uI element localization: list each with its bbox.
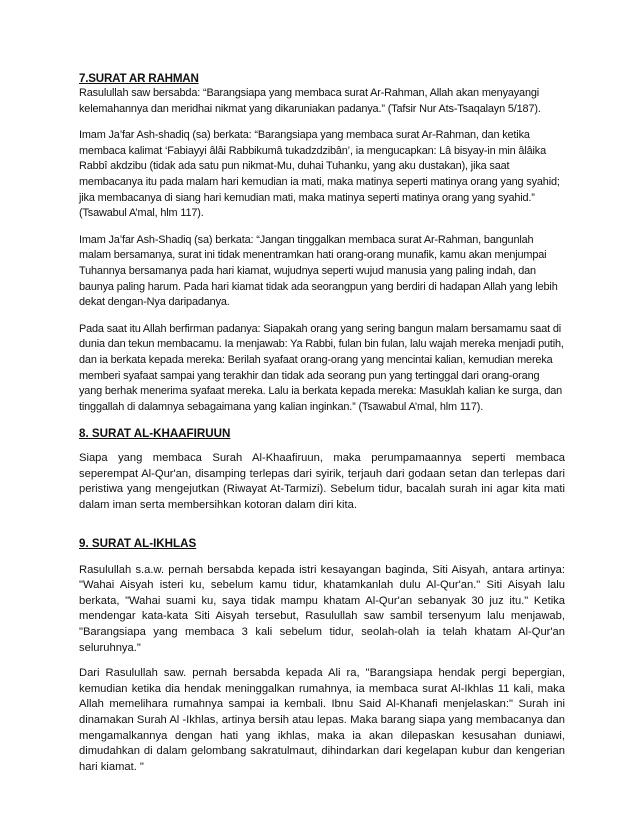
section-heading: 8. SURAT AL-KHAAFIRUUN xyxy=(79,427,231,441)
section-heading: 7.SURAT AR RAHMAN xyxy=(79,72,199,85)
paragraph: Imam Ja’far Ash-Shadiq (sa) berkata: “Jangan tinggalkan membaca surat Ar-Rahman, bangunlah malam bersamanya, surat ini tidak menentramkan hati orang-orang munafik, kamu akan menjumpai Tuhannya bersamanya pada hari kiamat, wujudnya seperti wujud manusia yang paling indah, dan baunya paling harum. Pada hari kiamat tidak ada seorangpun yang berdiri di hadapan Allah yang lebih dekat dengan-Nya daripadanya. xyxy=(79,233,558,309)
paragraph: Imam Ja’far Ash-shadiq (sa) berkata: “Barangsiapa yang membaca surat Ar-Rahman, dan ketika membaca kalimat ‘Fabiayyi âlâi Rabbikumâ tukadzdzibân’, ia mengucapkan: Lâ bisyay-in min âlâika Rabbî akdzibu (tidak ada satu pun nikmat-Mu, duhai Tuhanku, yang aku dustakan), jika saat membacanya itu pada malam hari kemudian ia mati, maka matinya seperti matinya orang yang syahid; jika membacanya di siang hari kemudian mati, maka matinya seperti matinya orang yang syahid.” (Tsawabul A’mal, hlm 117). xyxy=(79,129,560,220)
section-surat-al-ikhlas xyxy=(79,536,565,776)
paragraph: Rasulullah s.a.w. pernah bersabda kepada istri kesayangan baginda, Siti Aisyah, antara artinya: "Wahai Aisyah isteri ku, sebelum kamu tidur, khatamkanlah dulu Al-Qur'an." Siti Aisyah lalu berkata, "Wahai suami ku, saya tidak mampu khatam Al-Qur'an sebanyak 30 juz itu." Ketika mendengar kata-kata Siti Aisyah tersebut, Rasulullah saw sambil tersenyum lalu menjawab, "Barangsiapa yang membaca 3 kali sebelum tidur, seolah-olah ia telah khatam Al-Qur'an seluruhnya." xyxy=(79,563,565,654)
section-heading: 9. SURAT AL-IKHLAS xyxy=(79,536,197,550)
paragraph: Pada saat itu Allah berfirman padanya: Siapakah orang yang sering bangun malam bersamamu saat di dunia dan tekun membacamu. Ia menjawab: Ya Rabbi, fulan bin fulan, lalu wajah mereka menjadi putih, dan ia berkata kepada mereka: Berilah syafaat orang-orang yang mencintai kalian, kemudian mereka memberi syafaat sampai yang terakhir dan tidak ada seorang pun yang tertinggal dari orang-orang yang berhak menerima syafaat mereka. Lalu ia berkata kepada mereka: Masuklah kalian ke surga, dan tinggallah di dalamnya sebagaimana yang kalian inginkan.” (Tsawabul A’mal, hlm 117). xyxy=(79,322,564,413)
paragraph: Rasulullah saw bersabda: “Barangsiapa yang membaca surat Ar-Rahman, Allah akan menyayangi kelemahannya dan meridhai nikmat yang dikaruniakan padanya.” (Tafsir Nur Ats-Tsaqalayn 5/187). xyxy=(79,87,541,115)
section-surat-al-khaafiruun xyxy=(79,426,565,513)
paragraph: Siapa yang membaca Surah Al-Khaafiruun, maka perumpamaannya seperti membaca seperempat Al-Qur'an, disamping terlepas dari syirik, terjauh dari godaan setan dan terlepas dari peristiwa yang mengejutkan (Riwayat At-Tarmizi). Sebelum tidur, bacalah surah ini agar kita mati dalam iman serta membersihkan kotoran dalam diri kita. xyxy=(79,452,565,512)
paragraph: Dari Rasulullah saw. pernah bersabda kepada Ali ra, "Barangsiapa hendak pergi bepergian, kemudian ketika dia hendak meninggalkan rumahnya, ia membaca surat Al-Ikhlas 11 kali, maka Allah memelihara rumahnya sampai ia kembali. Ibnu Said Al-Khanafi menjelaskan:" Surah ini dinamakan Surah Al -Ikhlas, artinya bersih atau lepas. Maka barang siapa yang membacanya dan mengamalkannya dengan hati yang ikhlas, maka ia akan dilepaskan kesusahan duniawi, dimudahkan di dalam gelombang sakratulmaut, dihindarkan dari kegelapan kubur dan kengerian hari kiamat. " xyxy=(79,667,565,773)
document-page xyxy=(79,71,565,785)
section-surat-ar-rahman xyxy=(79,71,565,415)
